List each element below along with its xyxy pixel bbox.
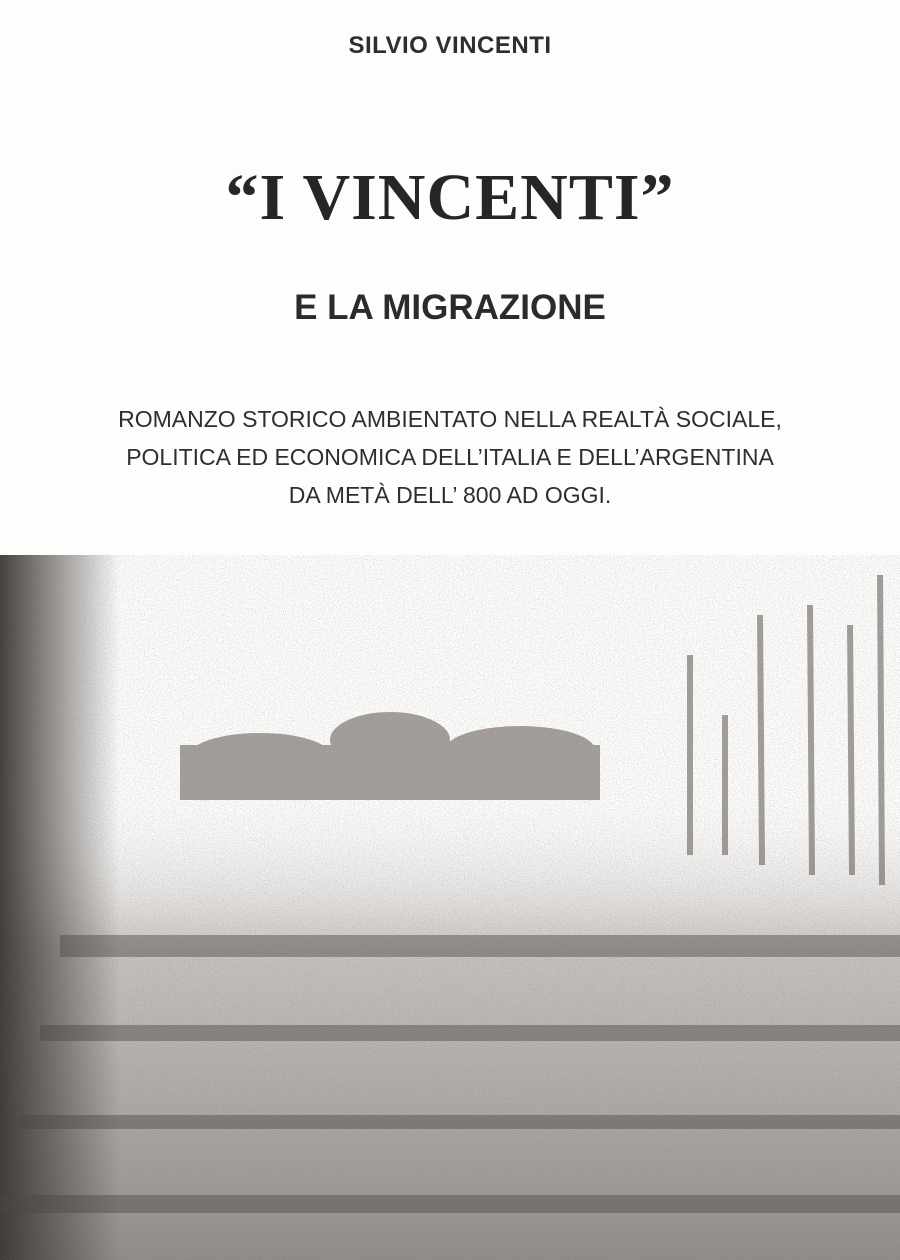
description-line: ROMANZO STORICO AMBIENTATO NELLA REALTÀ SOCIALE, [118,406,782,432]
book-description [0,400,900,514]
book-title: “I VINCENTI” [225,161,675,234]
book-subtitle: E LA MIGRAZIONE [294,288,606,327]
description-line: POLITICA ED ECONOMICA DELL’ITALIA E DELL’ARGENTINA [126,444,774,470]
author-name: SILVIO VINCENTI [348,32,552,59]
landscape-photo-image [0,555,900,1260]
description-line: DA METÀ DELL’ 800 AD OGGI. [288,482,612,508]
cover-photo-landscape [0,555,900,1260]
